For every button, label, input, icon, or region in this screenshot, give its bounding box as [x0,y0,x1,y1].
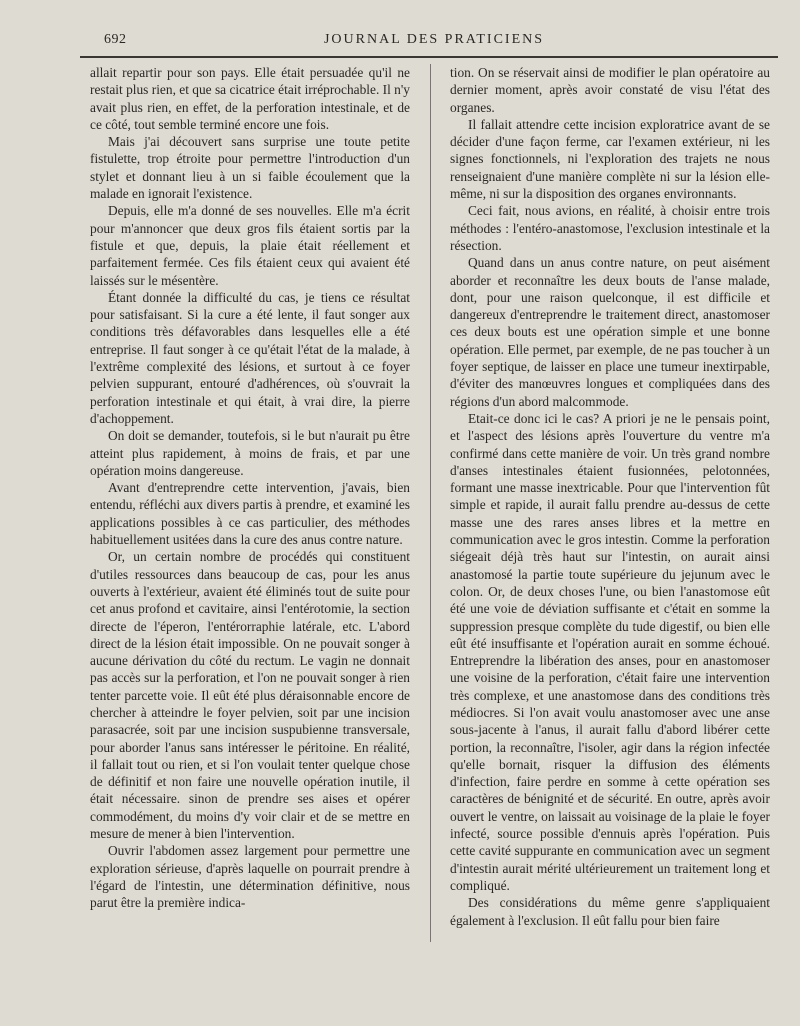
paragraph: Or, un certain nombre de procédés qui constituent d'utiles ressources dans beaucoup de cas, pour les anus ouverts à l'extérieur, avaient été éliminés tout de suite pour cet anus profond et cavitaire, ainsi l'entérotomie, la section directe de l'éperon, l'entérorraphie latérale, etc. L'abord direct de la lésion était impossible. On ne pouvait songer à aucune dérivation du côté du rectum. Le vagin ne donnait pas accès sur la perforation, et l'on ne pouvait songer à rien tenter parcette voie. Il eût été plus déraisonnable encore de chercher à atteindre le foyer pelvien, soit par une incision parasacrée, soit par une incision suspubienne transversale, pour aborder l'anus sans intéresser le péritoine. En réalité, il fallait tout ou rien, et si l'on voulait tenter quelque chose de définitif et non faire une nouvelle opération inutile, il était nécessaire. sinon de prendre ses aises et opérer commodément, du moins d'y voir clair et de se mettre en mesure de mener à bien l'intervention. [90,549,410,842]
page-number: 692 [104,32,127,47]
paragraph: allait repartir pour son pays. Elle était persuadée qu'il ne restait plus rien, et que sa cicatrice était irréprochable. Il n'y avait plus rien, en effet, de la perforation intestinale, et de ce côté, tout semble terminé encore une fois. [90,65,410,132]
paragraph: Etait-ce donc ici le cas? A priori je ne le pensais point, et l'aspect des lésions après l'ouverture du ventre m'a confirmé dans cette manière de voir. Un très grand nombre d'anses intestinales étaient fusionnées, pelotonnées, formant une masse inextricable. Pour que l'intervention fût simple et rapide, il aurait fallu prendre au-dessus de cette masse une des rares anses libres et la mettre en communication avec le gros intestin. Comme la perforation siégeait déjà très haut sur l'intestin, on aurait ainsi anastomosé la partie toute supérieure du jejunum avec le colon. Or, de deux choses l'une, ou bien l'anastomose eût été une voie de déviation suffisante et c'était en somme la suppression presque complète du tude digestif, ou bien elle eût été insuffisante et l'opération aurait en somme échoué. Entreprendre la libération des anses, pour en anastomoser une voisine de la perforation, c'était faire une intervention très complexe, et une anastomose dans des conditions très médiocres. Si l'on avait voulu anastomoser avec une anse sous-jacente à l'anus, il aurait fallu d'abord libérer cette portion, la reconnaître, l'isoler, agir dans la région infectée qu'elle bornait, risquer la diffusion des éléments d'infection, faire perdre en somme à cette opération ses caractères de bénignité et de sécurité. En outre, après avoir ouvert le ventre, on laissait au voisinage de la plaie le foyer infecté, source possible d'ennuis après l'opération. Puis cette cavité suppurante en communication avec un segment d'intestin aurait mérité ultérieurement un traitement long et compliqué. [450,410,770,893]
right-column [450,64,770,929]
paragraph: Ouvrir l'abdomen assez largement pour permettre une exploration sérieuse, d'après laquelle on pourrait prendre à l'égard de l'intestin, une détermination définitive, nous parut être la première indica- [90,843,410,911]
paragraph: Des considérations du même genre s'appliquaient également à l'exclusion. Il eût fallu pour bien faire [450,895,770,928]
running-title: JOURNAL DES PRATICIENS [323,32,545,47]
page-header [90,30,778,52]
column-divider [430,64,431,942]
paragraph: Quand dans un anus contre nature, on peut aisément aborder et reconnaître les deux bouts de l'anse malade, dont, pour une raison quelconque, il est difficile et dangereux d'entreprendre le traitement direct, anastomoser ces deux bouts est une opération simple et une bonne opération. Elle permet, par exemple, de ne pas toucher à un foyer septique, de laisser en place une tumeur inextirpable, d'éviter des manœuvres longues et compliquées dans des régions d'un abord malcommode. [450,255,770,409]
paragraph: tion. On se réservait ainsi de modifier le plan opératoire au dernier moment, après avoir constaté de visu l'état des organes. [450,65,770,115]
paragraph: Ceci fait, nous avions, en réalité, à choisir entre trois méthodes : l'entéro-anastomose, l'exclusion intestinale et la résection. [450,203,770,253]
paragraph: Étant donnée la difficulté du cas, je tiens ce résultat pour satisfaisant. Si la cure a été lente, il faut songer aux conditions très défavorables dans lesquelles elle a été entreprise. Il faut songer à ce qu'était l'état de la malade, à l'extrême complexité des lésions, et surtout à ce foyer pelvien suppurant, entouré d'adhérences, où s'ouvrait la perforation intestinale et qui était, à vrai dire, la pierre d'achoppement. [90,289,410,426]
paragraph: Depuis, elle m'a donné de ses nouvelles. Elle m'a écrit pour m'annoncer que deux gros fils étaient sortis par la fistule et que, depuis, la plaie était réellement et parfaitement fermée. Ces fils étaient ceux qui avaient été laissés sur le mésentère. [90,203,410,288]
paragraph: Il fallait attendre cette incision exploratrice avant de se décider d'une façon ferme, car l'examen extérieur, ni les signes fonctionnels, ni l'exploration des trajets ne nous renseignaient d'une manière complète ni sur la lésion elle-même, ni sur la disposition des organes environnants. [450,116,770,202]
paragraph: Mais j'ai découvert sans surprise une toute petite fistulette, trop étroite pour permettre l'introduction d'un stylet et donnant lieu à un si faible écoulement que la malade en ignorait l'existence. [90,134,410,202]
paragraph: On doit se demander, toutefois, si le but n'aurait pu être atteint plus rapidement, à moins de frais, et par une opération moins dangereuse. [90,428,410,478]
header-rule [80,56,778,58]
left-column [90,64,410,912]
paragraph: Avant d'entreprendre cette intervention, j'avais, bien entendu, réfléchi aux divers partis à prendre, et examiné les applications possibles à ce cas particulier, des méthodes habituellement usitées dans la cure des anus contre nature. [90,480,410,548]
